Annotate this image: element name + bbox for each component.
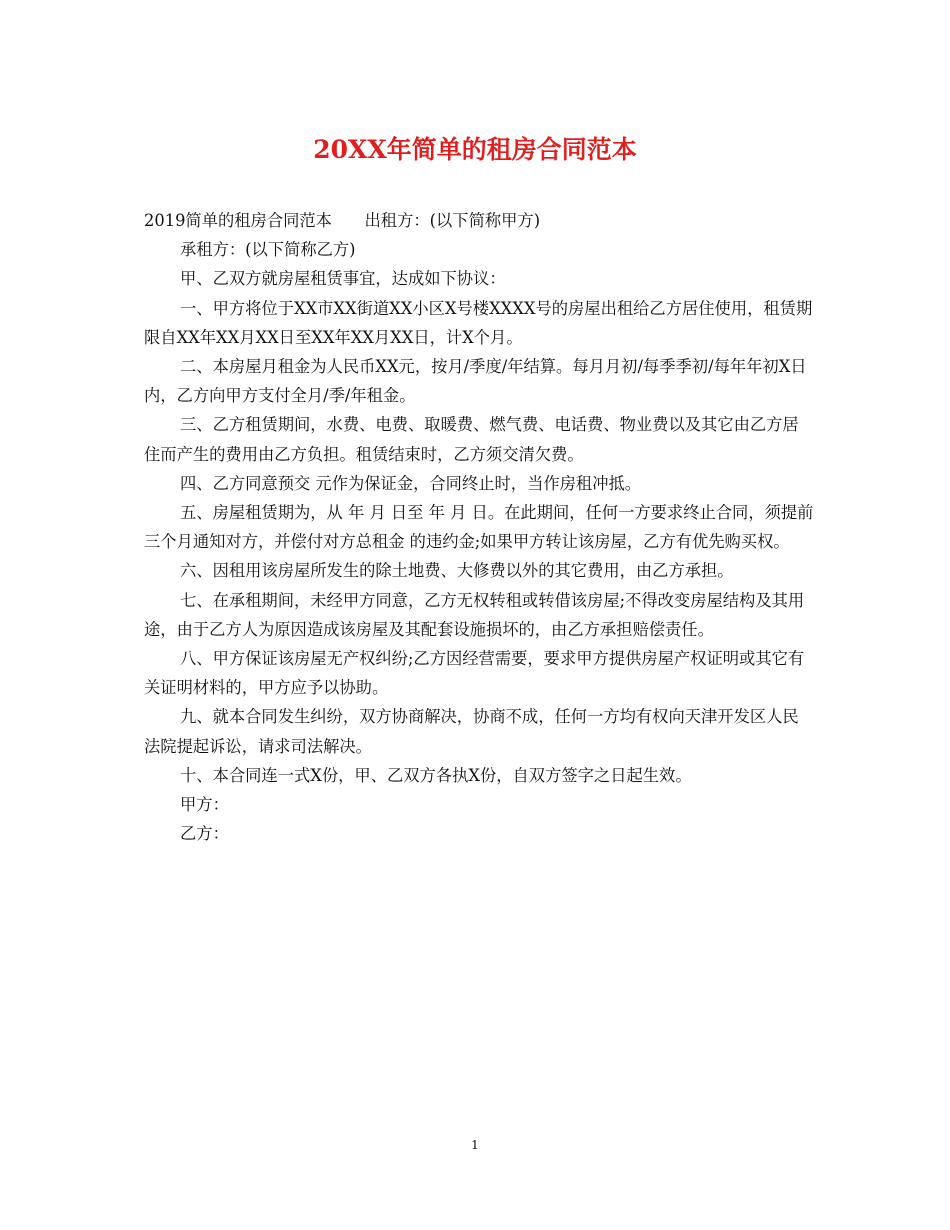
paragraph-intro: 2019简单的租房合同范本 出租方：(以下简称甲方) (144, 211, 541, 230)
party-a-signature: 甲方： (180, 795, 229, 815)
clause-7: 七、在承租期间，未经甲方同意，乙方无权转租或转借该房屋;不得改变房屋结构及其用途，由于乙方人为原因造成该房屋及其配套设施损坏的，由乙方承担赔偿责任。 (144, 590, 805, 639)
party-b-signature: 乙方： (180, 824, 229, 844)
clause-10: 十、本合同连一式X份，甲、乙双方各执X份，自双方签字之日起生效。 (180, 765, 692, 785)
clause-6: 六、因租用该房屋所发生的除土地费、大修费以外的其它费用，由乙方承担。 (180, 561, 734, 581)
clause-3: 三、乙方租赁期间，水费、电费、取暖费、燃气费、电话费、物业费以及其它由乙方居住而产生的费用由乙方负担。租赁结束时，乙方须交清欠费。 (144, 415, 799, 464)
clause-2: 二、本房屋月租金为人民币XX元，按月/季度/年结算。每月月初/每季季初/每年年初X日内，乙方向甲方支付全月/季/年租金。 (144, 357, 807, 406)
clause-4: 四、乙方同意预交 元作为保证金，合同终止时，当作房租冲抵。 (180, 473, 642, 493)
paragraph-agreement: 甲、乙双方就房屋租赁事宜，达成如下协议： (180, 269, 506, 289)
clause-5: 五、房屋租赁期为，从 年 月 日至 年 月 日。在此期间，任何一方要求终止合同，须提前三个月通知对方，并偿付对方总租金 的违约金;如果甲方转让该房屋，乙方有优先购买权。 (144, 503, 814, 552)
clause-1: 一、甲方将位于XX市XX街道XX小区X号楼XXXX号的房屋出租给乙方居住使用，租赁期限自XX年XX月XX日至XX年XX月XX日，计X个月。 (144, 298, 813, 347)
document-title: 20XX年简单的租房合同范本 (313, 135, 637, 164)
page-number: 1 (471, 1138, 479, 1152)
clause-9: 九、就本合同发生纠纷，双方协商解决，协商不成，任何一方均有权向天津开发区人民法院提起诉讼，请求司法解决。 (144, 707, 799, 756)
clause-8: 八、甲方保证该房屋无产权纠纷;乙方因经营需要，要求甲方提供房屋产权证明或其它有关证明材料的，甲方应予以协助。 (144, 649, 805, 698)
document-body (144, 206, 814, 848)
paragraph-lessee: 承租方：(以下简称乙方) (180, 240, 356, 260)
